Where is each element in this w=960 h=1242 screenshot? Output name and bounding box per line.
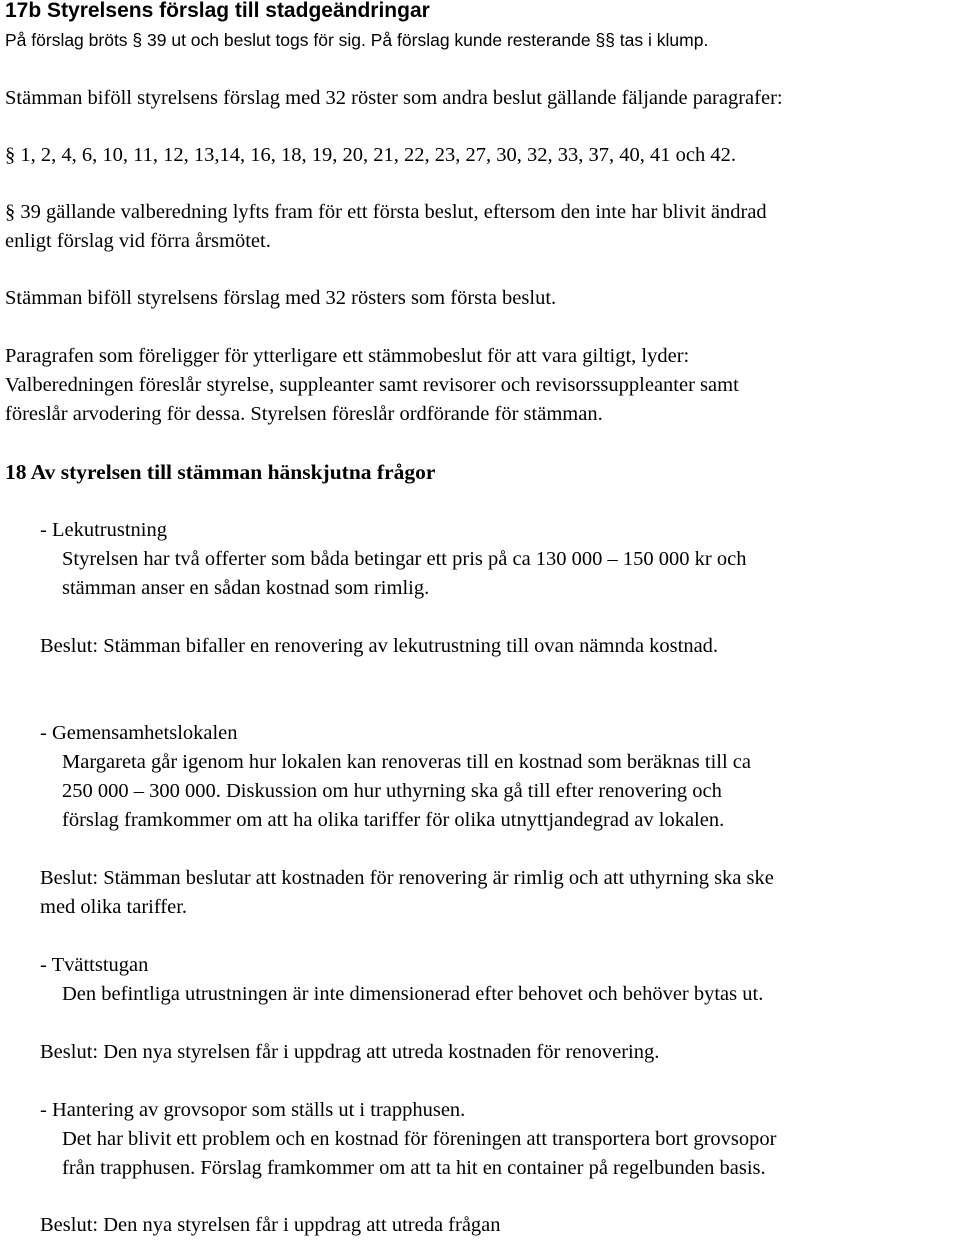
paragraph-first-decision: Stämman biföll styrelsens förslag med 32 rösters som första beslut. — [5, 287, 557, 309]
item-text: förslag framkommer om att ha olika tariffer för olika utnyttjandegrad av lokalen. — [62, 809, 725, 831]
decision-text: Beslut: Den nya styrelsen får i uppdrag att utreda frågan — [40, 1214, 501, 1236]
item-text: 250 000 – 300 000. Diskussion om hur uthyrning ska gå till efter renovering och — [62, 780, 722, 802]
section-17b-subline: På förslag bröts § 39 ut och beslut togs för sig. På förslag kunde resterande §§ tas i klump. — [5, 30, 709, 50]
section-18-heading: 18 Av styrelsen till stämman hänskjutna frågor — [5, 460, 436, 484]
item-text: Det har blivit ett problem och en kostnad för föreningen att transportera bort grovsopor — [62, 1128, 777, 1150]
item-text: Styrelsen har två offerter som båda betingar ett pris på ca 130 000 – 150 000 kr och — [62, 548, 747, 570]
item-title: - Hantering av grovsopor som ställs ut i trapphusen. — [40, 1099, 466, 1121]
paragraph-wording-line3: föreslår arvodering för dessa. Styrelsen föreslår ordförande för stämman. — [5, 403, 603, 425]
item-title: - Lekutrustning — [40, 519, 167, 541]
decision-text: Beslut: Den nya styrelsen får i uppdrag att utreda kostnaden för renovering. — [40, 1041, 660, 1063]
paragraph-39-line2: enligt förslag vid förra årsmötet. — [5, 230, 271, 252]
paragraph-39-line1: § 39 gällande valberedning lyfts fram för ett första beslut, eftersom den inte har blivit ändrad — [5, 201, 767, 223]
paragraph-list: § 1, 2, 4, 6, 10, 11, 12, 13,14, 16, 18, 19, 20, 21, 22, 23, 27, 30, 32, 33, 37, 40, 41 och 42. — [5, 144, 736, 166]
paragraph-wording-line1: Paragrafen som föreligger för ytterligare ett stämmobeslut för att vara giltigt, lyder: — [5, 345, 690, 367]
decision-text: Beslut: Stämman bifaller en renovering av lekutrustning till ovan nämnda kostnad. — [40, 635, 719, 657]
item-title: - Gemensamhetslokalen — [40, 722, 238, 744]
decision-text: med olika tariffer. — [40, 896, 188, 918]
item-text: stämman anser en sådan kostnad som rimlig. — [62, 577, 430, 599]
item-text: Margareta går igenom hur lokalen kan renoveras till en kostnad som beräknas till ca — [62, 751, 751, 773]
decision-text: Beslut: Stämman beslutar att kostnaden för renovering är rimlig och att uthyrning ska ske — [40, 867, 774, 889]
item-text: Den befintliga utrustningen är inte dimensionerad efter behovet och behöver bytas ut. — [62, 983, 764, 1005]
item-text: från trapphusen. Förslag framkommer om att ta hit en container på regelbunden basis. — [62, 1157, 766, 1179]
paragraph-approval: Stämman biföll styrelsens förslag med 32 röster som andra beslut gällande fäljande paragrafer: — [5, 87, 783, 109]
item-title: - Tvättstugan — [40, 954, 149, 976]
section-17b-heading: 17b Styrelsens förslag till stadgeändringar — [5, 0, 430, 22]
paragraph-wording-line2: Valberedningen föreslår styrelse, suppleanter samt revisorer och revisorssuppleanter samt — [5, 374, 739, 396]
